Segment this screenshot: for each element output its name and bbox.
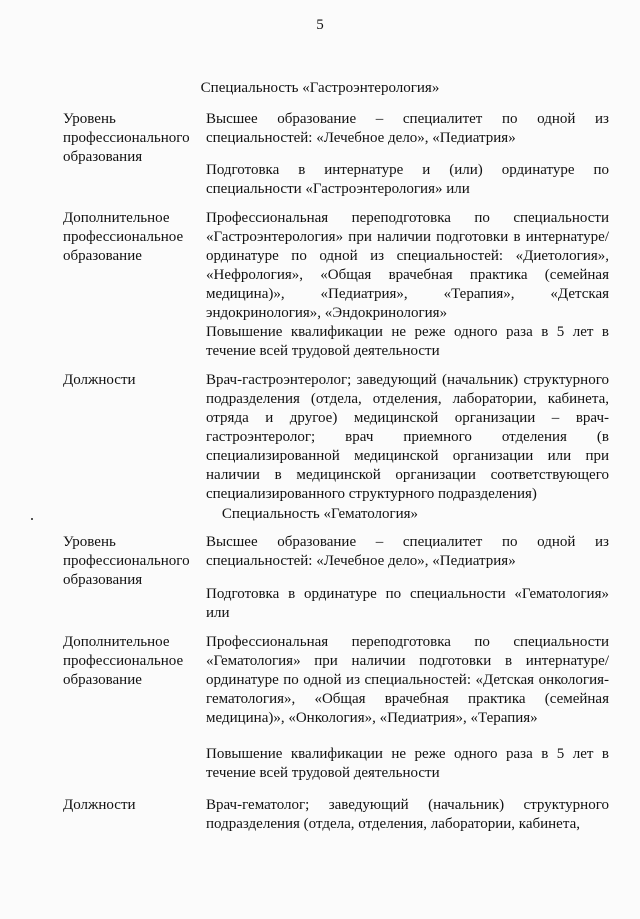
- row-label-additional-education: Дополнительное профессиональное образование: [63, 210, 184, 264]
- row-text-retraining: Профессиональная переподготовка по специальности «Гематология» при наличии подготовки в интернатуре/ординатуре по одной из специальностей: «Детская онкология-гематология», «Общая врачебная практика (семейная медицина)», «Онкология», «Педиатрия», «Терапия»: [206, 634, 609, 726]
- row-text-retraining: Профессиональная переподготовка по специальности «Гастроэнтерология» при наличии подготовки в интернатуре/ординатуре по одной из специальностей: «Диетология», «Нефрология», «Общая врачебная практика (семейная медицина)», «Педиатрия», «Терапия», «Детская эндокринология», «Эндокринология»: [206, 210, 609, 321]
- row-label-additional-education: Дополнительное профессиональное образование: [63, 634, 184, 688]
- row-text-higher-education: Высшее образование – специалитет по одной из специальностей: «Лечебное дело», «Педиатрия»: [206, 111, 609, 146]
- row-text-positions: Врач-гастроэнтеролог; заведующий (начальник) структурного подразделения (отдела, отделения, лаборатории, кабинета, отряда и другое) медицинской организации – врач-гастроэнтеролог; врач приемного отделения (в специализированной медицинской организации или при наличии в медицинской организации соответствующего специализированного структурного подразделения): [206, 372, 609, 502]
- row-label-positions: Должности: [63, 372, 136, 388]
- row-text-residency: Подготовка в ординатуре по специальности «Гематология» или: [206, 586, 609, 621]
- row-text-positions: Врач-гематолог; заведующий (начальник) структурного подразделения (отдела, отделения, лаборатории, кабинета,: [206, 797, 609, 832]
- row-text-qualification-upgrade: Повышение квалификации не реже одного раза в 5 лет в течение всей трудовой деятельности: [206, 746, 609, 781]
- row-text-higher-education: Высшее образование – специалитет по одной из специальностей: «Лечебное дело», «Педиатрия»: [206, 534, 609, 569]
- section-heading-gastroenterology: Специальность «Гастроэнтерология»: [200, 80, 440, 96]
- row-text-qualification-upgrade: Повышение квалификации не реже одного раза в 5 лет в течение всей трудовой деятельности: [206, 324, 609, 359]
- row-text-internship-residency: Подготовка в интернатуре и (или) ординатуре по специальности «Гастроэнтерология» или: [206, 162, 609, 197]
- page-number: 5: [316, 17, 324, 33]
- row-label-education-level: Уровень профессионального образования: [63, 534, 190, 588]
- row-label-education-level: Уровень профессионального образования: [63, 111, 190, 165]
- row-label-positions: Должности: [63, 797, 136, 813]
- section-heading-hematology: Специальность «Гематология»: [221, 506, 419, 522]
